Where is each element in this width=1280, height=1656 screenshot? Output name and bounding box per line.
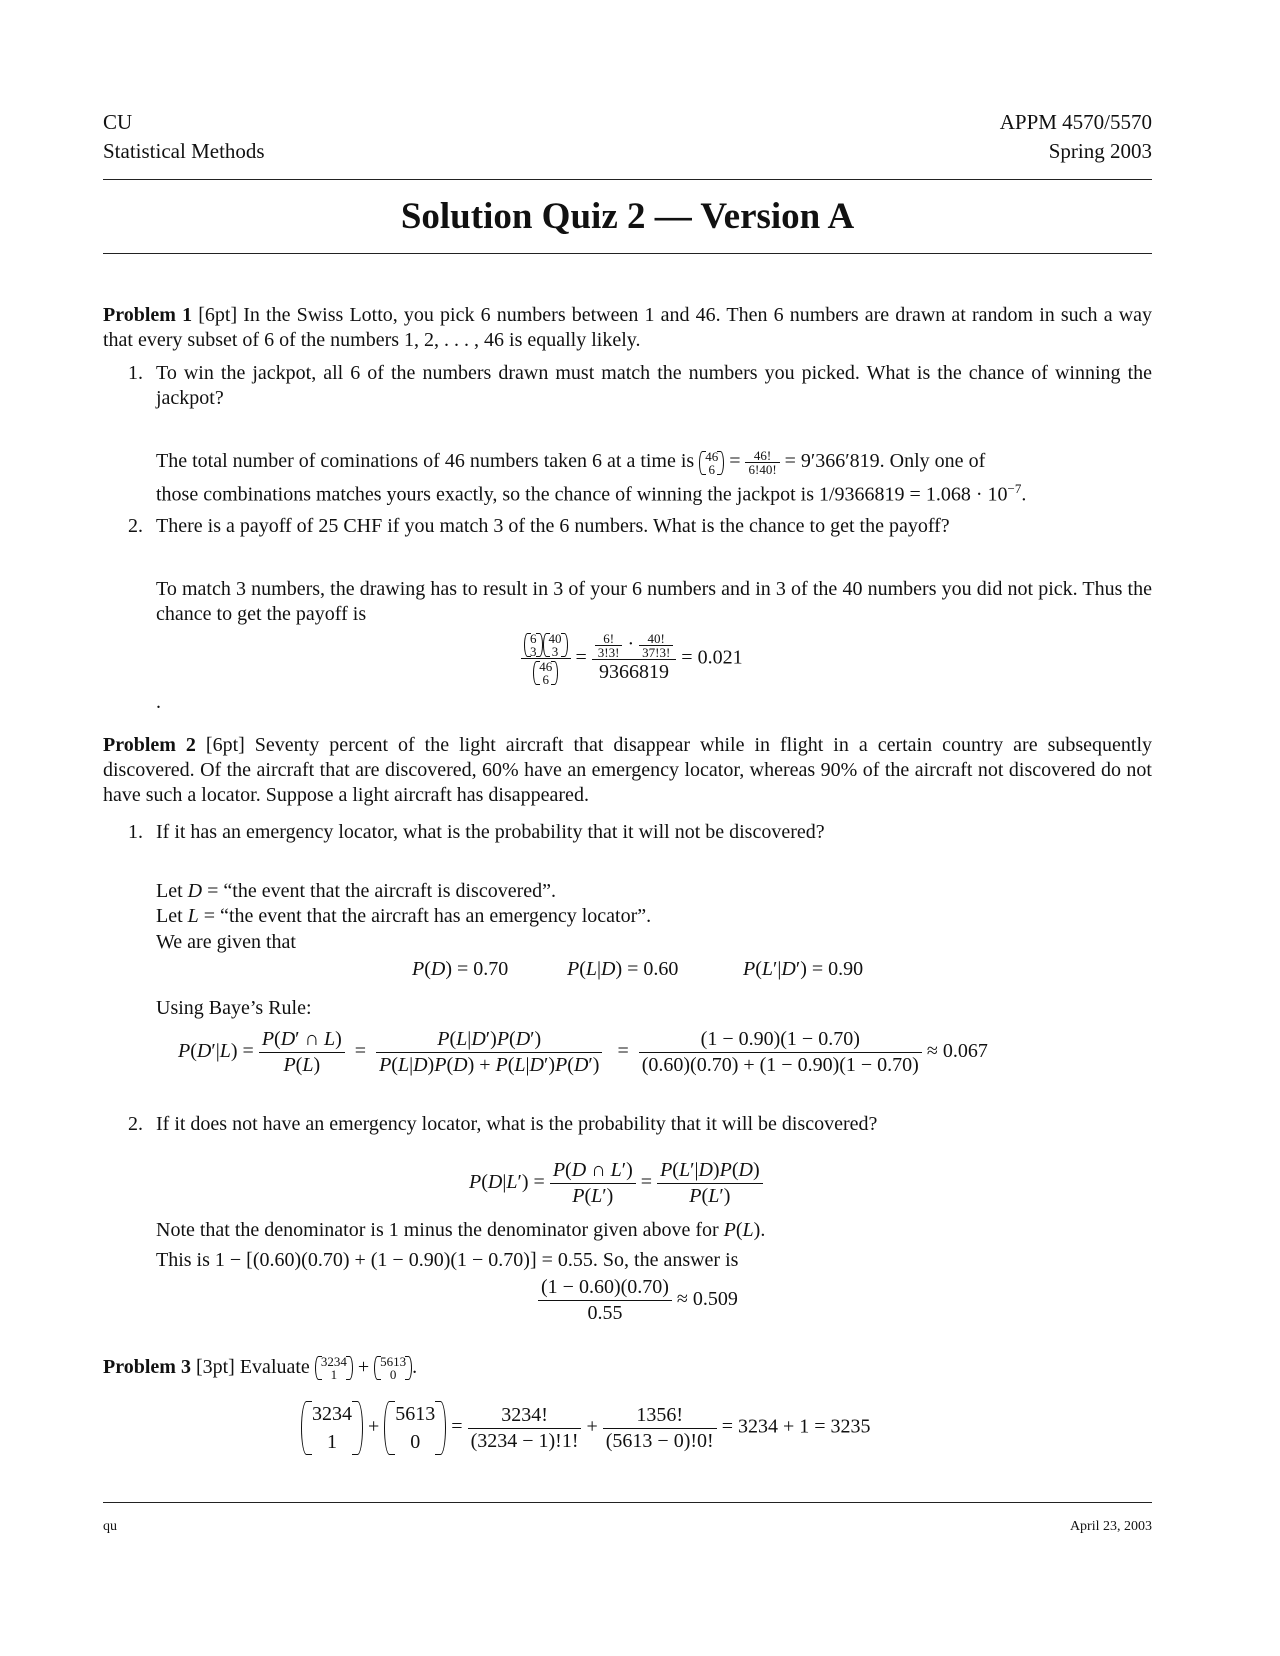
- binom-46-6: 46 6: [699, 450, 724, 476]
- p2-part1-question: If it has an emergency locator, what is the probability that it will not be discovered?: [156, 821, 825, 843]
- given-pldprime: P(L′|D′) = 0.90: [743, 958, 864, 980]
- p1-part1-number: 1.: [128, 362, 143, 384]
- problem-3-statement: Problem 3 [3pt] Evaluate 3234 1 + 5613 0 .: [103, 1354, 418, 1383]
- course-name: Statistical Methods: [103, 139, 265, 163]
- p2-part1-number: 1.: [128, 821, 143, 843]
- course-code: APPM 4570/5570: [999, 110, 1152, 134]
- problem-2-statement: Problem 2 [6pt] Seventy percent of the light aircraft that disappear while in flight in a certain country are subsequently discovered. Of the aircraft that are discovered, 60% have an emergency locator, whereas 90% of the aircraft not discovered do not have such a locator. Suppose a light aircraft has disappeared.: [103, 734, 1152, 806]
- p1-part2-trailing: .: [156, 691, 161, 713]
- problem-3-equation: 3234 1 + 5613 0 = $\frac{3234!}{(3234 - 1)!1!}$ + $\frac{1356!}{(5613 - 0)!0!}$ = 3234 + 1 = 3235: [301, 1400, 871, 1456]
- p1-part2-question: There is a payoff of 25 CHF if you match 3 of the 6 numbers. What is the chance to get the payoff?: [156, 515, 950, 537]
- p2-part2-number: 2.: [128, 1113, 143, 1135]
- term: Spring 2003: [1048, 139, 1152, 163]
- footer-date: April 23, 2003: [1069, 1519, 1152, 1534]
- p1-part1-answer-line1: The total number of cominations of 46 numbers taken 6 at a time is 46 6 = $\frac{46!}{6!40!}$ = 9′366′819. Only one of: [156, 448, 986, 477]
- p1-part1-answer-line2: those combinations matches yours exactly, so the chance of winning the jackpot is $1/9366819 = 1.068 \cdot 10^{-7}$.: [156, 481, 1027, 506]
- header-left: [103, 108, 265, 166]
- p2-part2-final: $\frac{(1 - 0.60)(0.70)}{0.55}$ ≈ 0.509: [538, 1275, 738, 1326]
- p2-part2-equation: P(D|L′) = $\frac{P(D \cap L')}{P(L')}$ = $\frac{P(L'|D)P(D)}{P(L')}$: [469, 1158, 763, 1209]
- note-line2: This is 1 − [(0.60)(0.70) + (1 − 0.90)(1 − 0.70)] = 0.55. So, the answer is: [156, 1249, 739, 1271]
- let-d: Let D = “the event that the aircraft is discovered”.: [156, 880, 557, 902]
- bayes-label: Using Baye’s Rule:: [156, 997, 312, 1019]
- bayes-equation: P(D′|L) = $\frac{P(D' \cap L)}{P(L)}$ = $\frac{P(L|D')P(D')}{P(L|D)P(D) + P(L|D')P(D')}$ = $\frac{(1 - 0.90)(1 - 0.70)}{(0.60)(0.70) + (1 - 0.90)(1 - 0.70)}$ ≈ 0.067: [178, 1028, 988, 1076]
- problem-1-heading: Problem 1: [103, 304, 193, 326]
- let-l: Let L = “the event that the aircraft has an emergency locator”.: [156, 905, 652, 927]
- p1-part2-number: 2.: [128, 515, 143, 537]
- frac-46-fact: $\frac{46!}{6!40!}$: [745, 449, 779, 476]
- problem-1-statement: Problem 1 [6pt] In the Swiss Lotto, you pick 6 numbers between 1 and 46. Then 6 numbers are drawn at random in such a way that every subset of 6 of the numbers 1, 2, . . . , 46 is equally likely.: [103, 304, 1153, 351]
- page-title: Solution Quiz 2 — Version A: [400, 196, 855, 237]
- note-line1: Note that the denominator is 1 minus the denominator given above for P(L).: [156, 1219, 766, 1241]
- p2-part2-question: If it does not have an emergency locator, what is the probability that it will be discovered?: [156, 1113, 878, 1135]
- given-pld: P(L|D) = 0.60: [567, 958, 679, 980]
- p1-part2-equation: 6 3 40 3 46 6 = $\frac{6!}{3!3!}$ · $\frac{40!}{37!3!}$ 9366819 = 0.021: [521, 632, 743, 686]
- footer-left: qu: [103, 1519, 117, 1534]
- given-label: We are given that: [156, 931, 296, 953]
- p1-part1-question: To win the jackpot, all 6 of the numbers drawn must match the numbers you picked. What is the chance of winning the jackpot?: [156, 362, 1152, 409]
- institution: CU: [103, 110, 133, 134]
- header-right: [1000, 108, 1152, 166]
- problem-3-heading: Problem 3: [103, 1356, 191, 1378]
- top-rule: [103, 179, 1152, 180]
- given-pd: P(D) = 0.70: [412, 958, 509, 980]
- problem-2-heading: Problem 2: [103, 734, 196, 756]
- title-rule: [103, 253, 1152, 254]
- p1-part2-answer: To match 3 numbers, the drawing has to result in 3 of your 6 numbers and in 3 of the 40 numbers you did not pick. Thus the chance to get the payoff is: [156, 578, 1152, 625]
- footer-rule: [103, 1502, 1152, 1503]
